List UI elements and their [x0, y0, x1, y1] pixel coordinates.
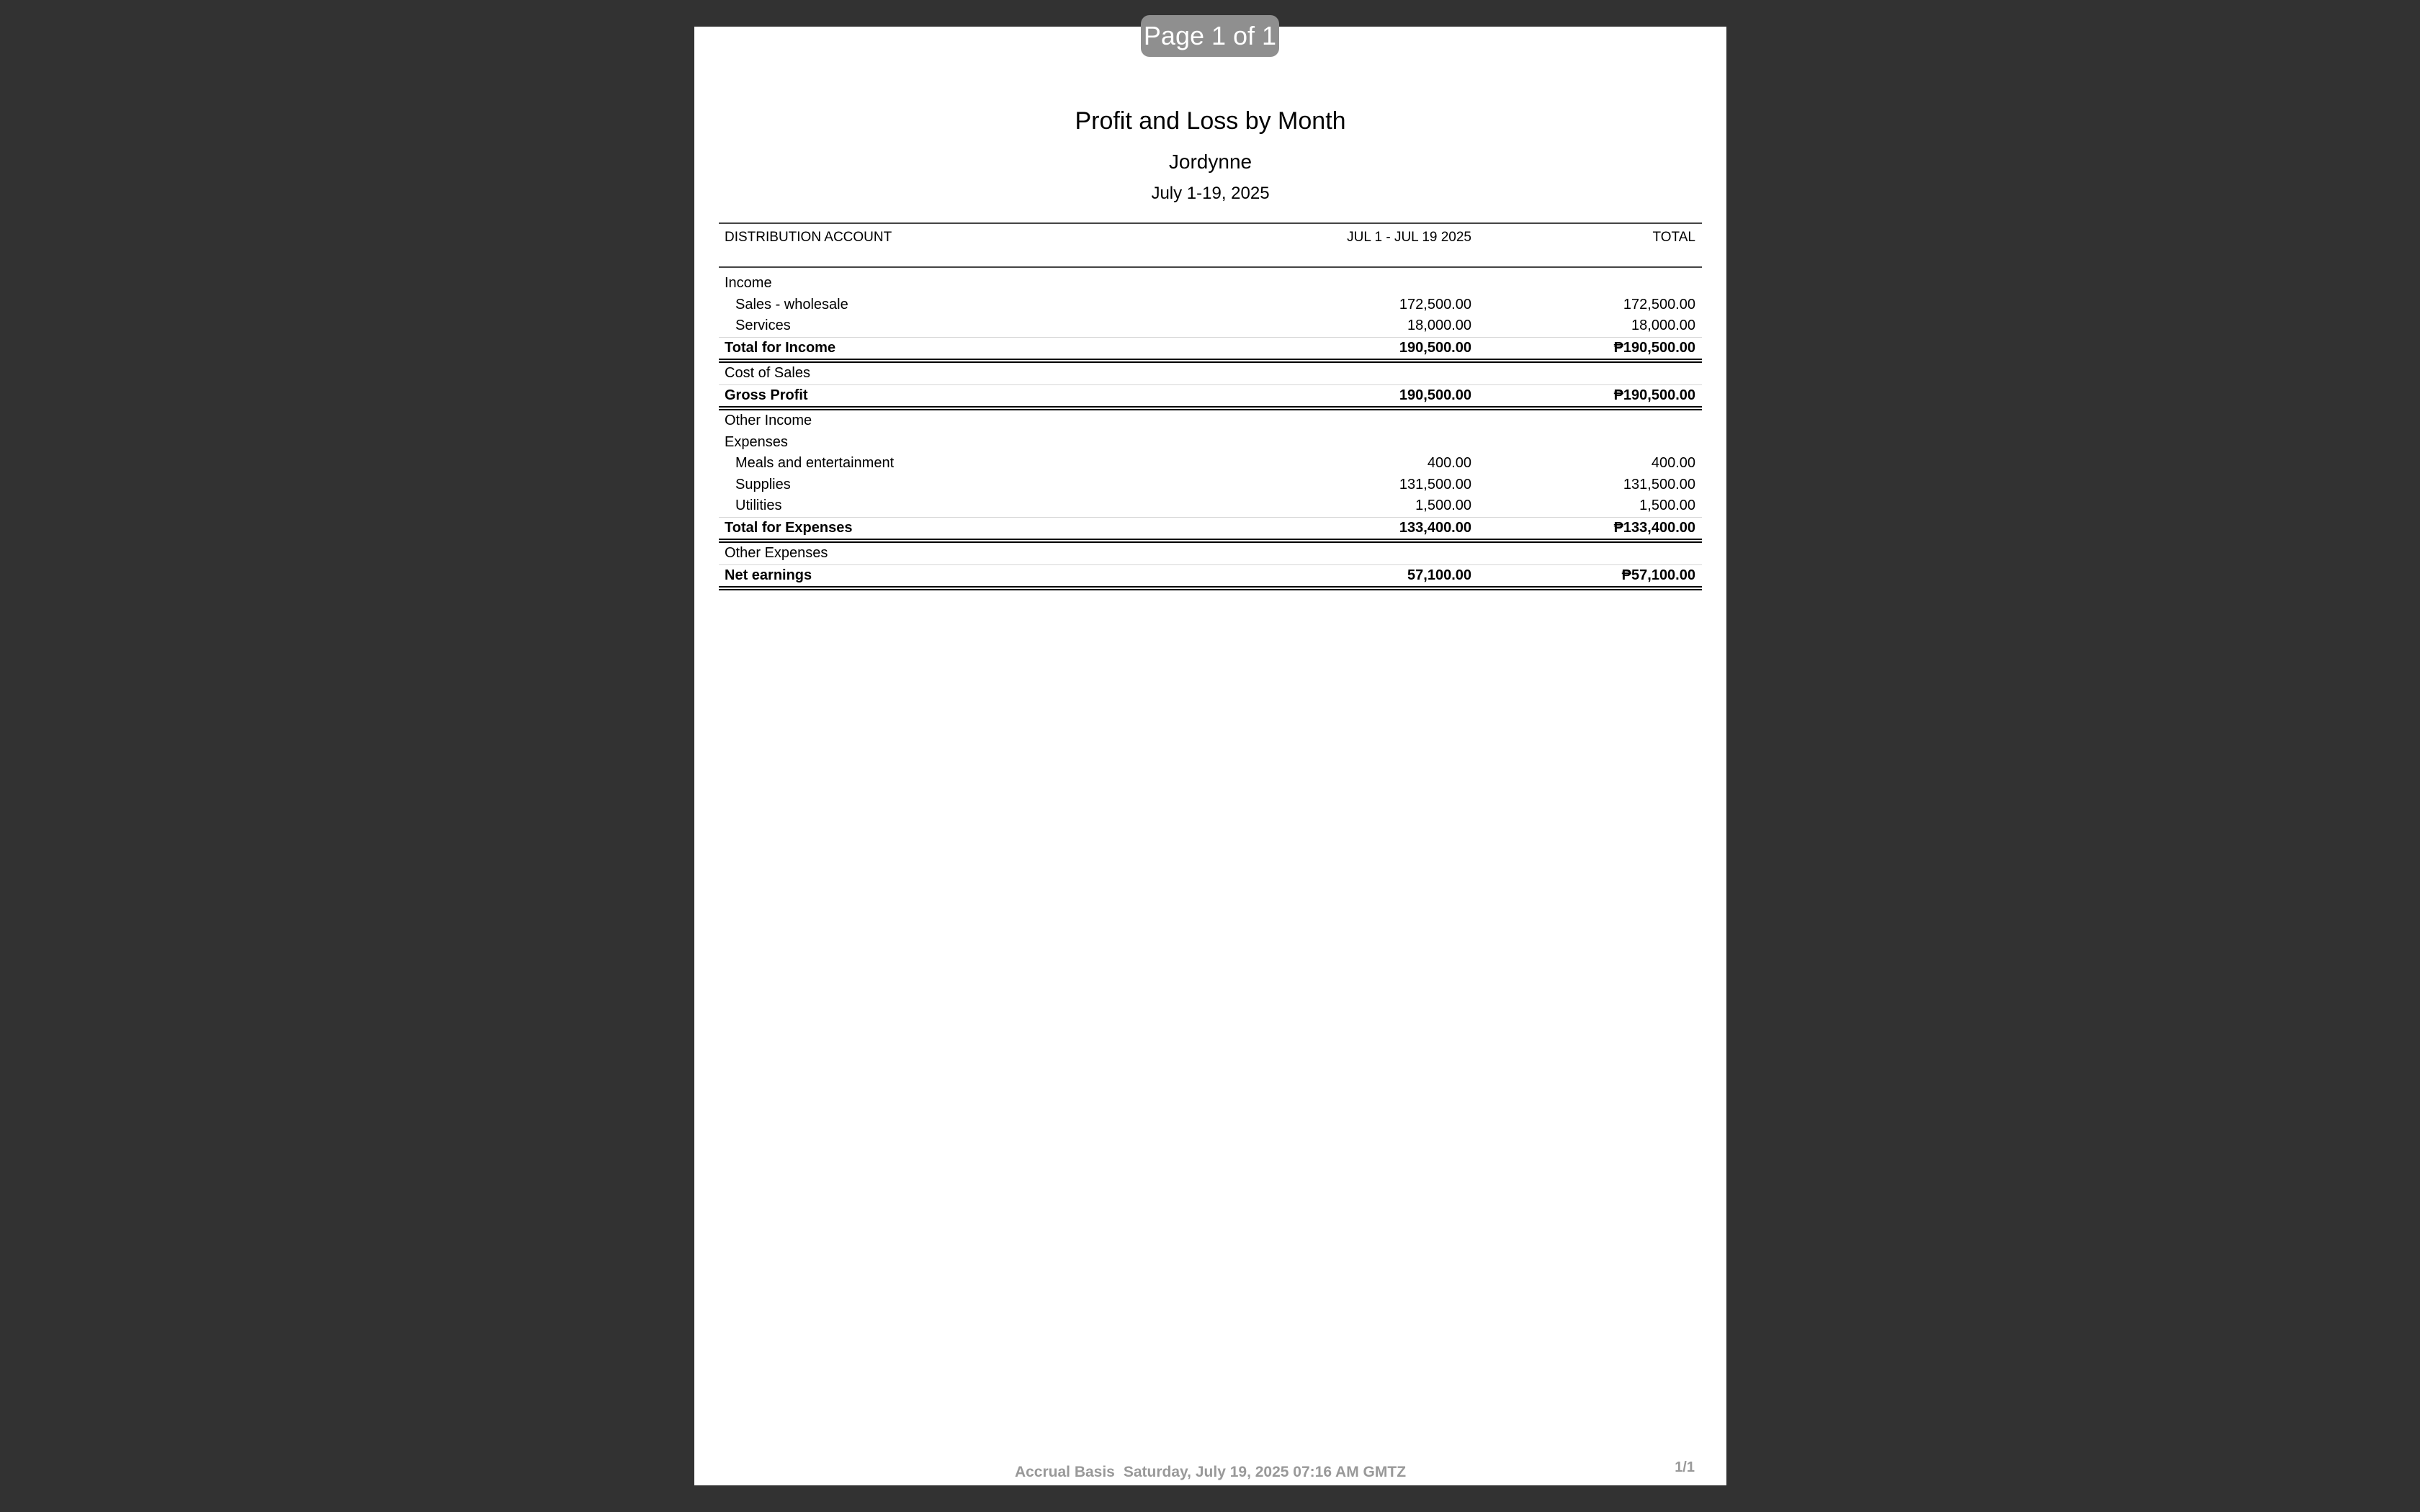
total-label: Gross Profit	[725, 387, 808, 403]
column-header-row	[719, 222, 1702, 268]
total-value: ₱57,100.00	[1621, 567, 1695, 583]
column-header-total: TOTAL	[1652, 230, 1695, 245]
account-label: Utilities	[735, 498, 782, 513]
period-value: 400.00	[1427, 455, 1471, 471]
net-earnings-row	[719, 564, 1702, 591]
column-header-account: DISTRIBUTION ACCOUNT	[725, 230, 892, 245]
section-label: Income	[725, 275, 772, 291]
period-value: 172,500.00	[1399, 296, 1471, 312]
table-row	[719, 495, 1702, 517]
section-other-income	[719, 410, 1702, 432]
period-value: 57,100.00	[1407, 567, 1471, 583]
period-value: 18,000.00	[1407, 318, 1471, 333]
total-income-row	[719, 337, 1702, 364]
total-value: 131,500.00	[1623, 476, 1695, 492]
total-value: 18,000.00	[1631, 318, 1695, 333]
period-value: 131,500.00	[1399, 476, 1471, 492]
page-indicator: Page 1 of 1	[1141, 15, 1279, 57]
account-label: Sales - wholesale	[735, 296, 848, 312]
section-label: Expenses	[725, 433, 788, 450]
gross-profit-row	[719, 384, 1702, 411]
report-footer	[694, 1464, 1726, 1481]
section-label: Other Income	[725, 413, 812, 428]
section-cost-of-sales	[719, 363, 1702, 384]
section-label: Cost of Sales	[725, 365, 810, 381]
total-value: ₱190,500.00	[1613, 387, 1695, 403]
total-value: 172,500.00	[1623, 296, 1695, 312]
period-value: 1,500.00	[1415, 498, 1471, 513]
table-row	[719, 474, 1702, 496]
account-label: Supplies	[735, 476, 791, 492]
report-page	[694, 27, 1726, 1485]
accounting-basis: Accrual Basis	[1014, 1464, 1115, 1480]
period-value: 133,400.00	[1399, 519, 1471, 536]
column-header-period: JUL 1 - JUL 19 2025	[1347, 230, 1471, 245]
total-value: 400.00	[1651, 455, 1695, 471]
section-other-expenses	[719, 543, 1702, 564]
total-expenses-row	[719, 517, 1702, 544]
total-value: ₱133,400.00	[1613, 519, 1695, 536]
period-value: 190,500.00	[1399, 387, 1471, 403]
table-row	[719, 315, 1702, 337]
section-income	[719, 273, 1702, 294]
period-value: 190,500.00	[1399, 339, 1471, 356]
section-label: Other Expenses	[725, 545, 828, 561]
total-value: ₱190,500.00	[1613, 339, 1695, 356]
account-label: Services	[735, 318, 791, 333]
table-row	[719, 453, 1702, 474]
report-table	[719, 222, 1702, 590]
table-row	[719, 294, 1702, 316]
report-title: Profit and Loss by Month	[1075, 107, 1346, 135]
total-value: 1,500.00	[1639, 498, 1695, 513]
page-number: 1/1	[1675, 1459, 1695, 1475]
section-expenses	[719, 432, 1702, 454]
company-name: Jordynne	[1168, 150, 1252, 173]
total-label: Total for Expenses	[725, 519, 853, 536]
total-label: Total for Income	[725, 339, 836, 356]
report-date-range: July 1-19, 2025	[1151, 184, 1270, 203]
total-label: Net earnings	[725, 567, 812, 583]
account-label: Meals and entertainment	[735, 455, 895, 471]
report-timestamp: Saturday, July 19, 2025 07:16 AM GMTZ	[1123, 1464, 1407, 1480]
